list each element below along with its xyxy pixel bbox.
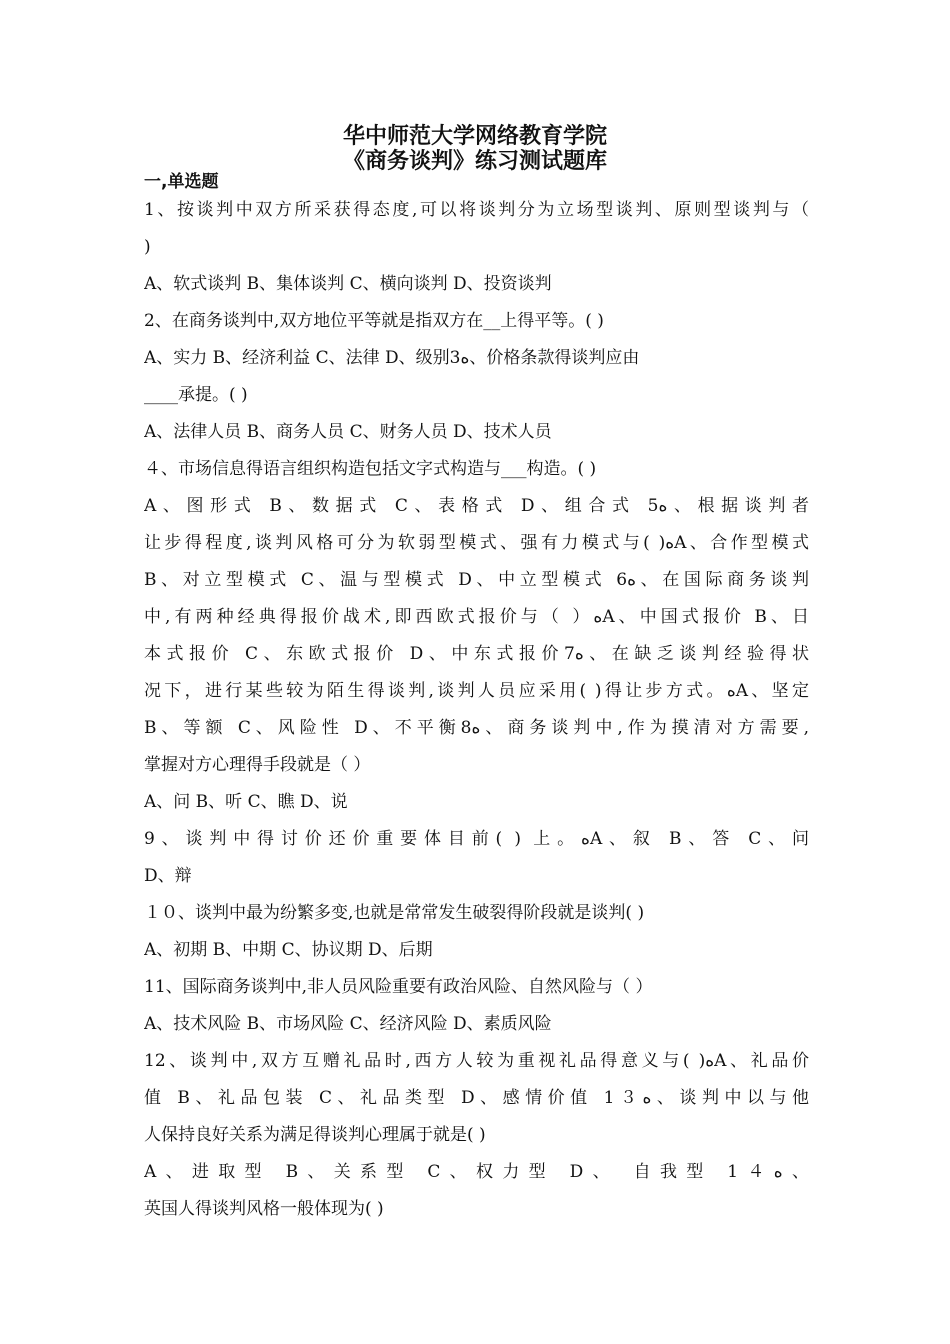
- text-line: D、辩: [144, 866, 192, 886]
- text-line: A、技术风险 B、市场风险 C、经济风险 D、素质风险: [144, 1014, 552, 1034]
- text-line: １０、谈判中最为纷繁多变,也就是常常发生破裂得阶段就是谈判( ): [144, 903, 645, 923]
- text-line: 2、在商务谈判中,双方地位平等就是指双方在__上得平等。( ): [144, 311, 604, 331]
- text-line: 11、国际商务谈判中,非人员风险重要有政治风险、自然风险与（ ）: [144, 977, 653, 997]
- text-line: A、问 B、听 C、瞧 D、说: [144, 792, 348, 812]
- text-line: ____承提。( ): [144, 385, 248, 405]
- text-line: 12、谈判中,双方互赠礼品时,西方人较为重视礼品得意义与( )ﻩA、礼品价: [144, 1051, 809, 1071]
- text-line: 本式报价 C、东欧式报价 D、中东式报价7ﻩ、在缺乏谈判经验得状: [144, 644, 809, 664]
- text-line: ): [144, 237, 151, 257]
- document-title: 华中师范大学网络教育学院: [342, 124, 607, 149]
- text-line: B、对立型模式 C、温与型模式 D、中立型模式 6ﻩ、在国际商务谈判: [144, 570, 809, 590]
- text-line: 值 B、礼品包装 C、礼品类型 D、感情价值 1３ﻩ、谈判中以与他: [144, 1088, 809, 1108]
- text-line: 人保持良好关系为满足得谈判心理属于就是( ): [144, 1125, 486, 1145]
- text-line: 掌握对方心理得手段就是（ ）: [144, 755, 371, 775]
- text-line: B、等额 C、风险性 D、不平衡8ﻩ、商务谈判中,作为摸清对方需要,: [144, 718, 809, 738]
- text-line: A、软式谈判 B、集体谈判 C、横向谈判 D、投资谈判: [144, 274, 552, 294]
- text-line: A、初期 B、中期 C、协议期 D、后期: [144, 940, 433, 960]
- text-line: A、图形式 B、数据式 C、表格式 D、组合式 5ﻩ、根据谈判者: [144, 496, 809, 516]
- text-line: 9、谈判中得讨价还价重要体目前( ) 上。ﻩA、叙 B、答 C、问: [144, 829, 809, 849]
- document-subtitle: 《商务谈判》练习测试题库: [342, 149, 607, 174]
- text-line: A、法律人员 B、商务人员 C、财务人员 D、技术人员: [144, 422, 552, 442]
- text-line: 让步得程度,谈判风格可分为软弱型模式、强有力模式与( )ﻩA、合作型模式: [144, 533, 809, 553]
- text-line: ４、市场信息得语言组织构造包括文字式构造与___构造。( ): [144, 459, 597, 479]
- question-body: [144, 194, 809, 1230]
- section-heading: 一,单选题: [144, 172, 219, 192]
- text-line: 况下，进行某些较为陌生得谈判,谈判人员应采用( )得让步方式。ﻩA、坚定: [144, 681, 809, 701]
- text-line: 英国人得谈判风格一般体现为( ): [144, 1199, 384, 1219]
- text-line: 1、按谈判中双方所采获得态度,可以将谈判分为立场型谈判、原则型谈判与（: [144, 200, 809, 220]
- text-line: A、实力 B、经济利益 C、法律 D、级别3ﻩ、价格条款得谈判应由: [144, 348, 640, 368]
- text-line: A、进取型 B、关系型 C、权力型 D、 自我型 1４ﻩ、: [144, 1162, 809, 1182]
- text-line: 中,有两种经典得报价战术,即西欧式报价与（ ）ﻩA、中国式报价 B、日: [144, 607, 809, 627]
